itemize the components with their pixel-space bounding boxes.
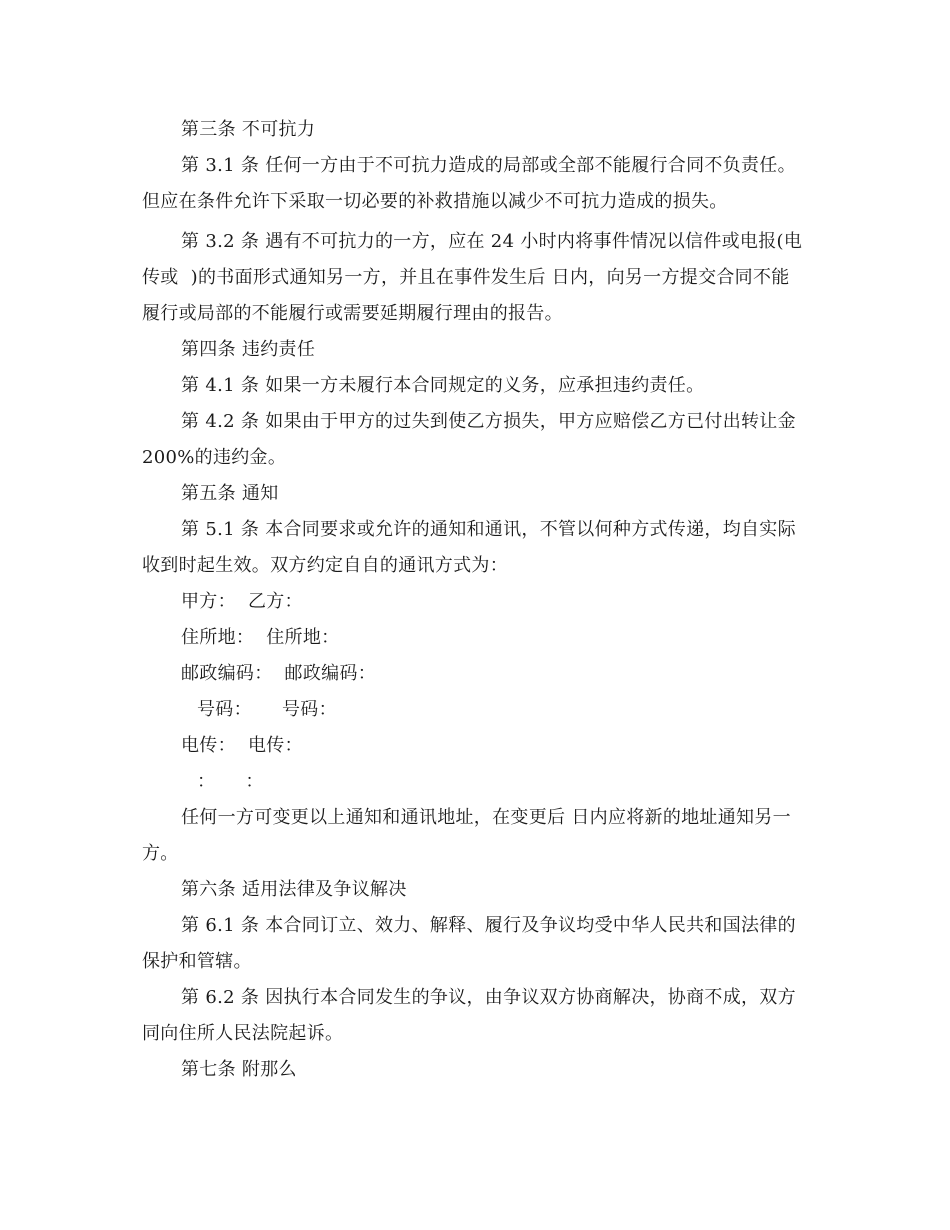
clause-6-1-line-1: 第 6.1 条 本合同订立、效力、解释、履行及争议均受中华人民共和国法律的 (181, 915, 796, 936)
clause-3-2-line-3: 履行或局部的不能履行或需要延期履行理由的报告。 (142, 303, 563, 324)
colon-row: ： ： (197, 771, 264, 792)
address-change-line-2: 方。 (142, 843, 179, 864)
clause-6-1-line-2: 保护和管辖。 (142, 951, 252, 972)
clause-4-1: 第 4.1 条 如果一方未履行本合同规定的义务，应承担违约责任。 (181, 375, 705, 396)
party-row: 甲方： 乙方： (181, 591, 303, 612)
article-4-heading: 第四条 违约责任 (181, 339, 316, 360)
clause-3-1-line-2: 但应在条件允许下采取一切必要的补救措施以减少不可抗力造成的损失。 (142, 191, 728, 212)
clause-6-2-line-2: 同向住所人民法院起诉。 (142, 1023, 344, 1044)
number-row: 号码： 号码： (197, 699, 337, 720)
clause-5-1-line-1: 第 5.1 条 本合同要求或允许的通知和通讯，不管以何种方式传递，均自实际 (181, 519, 796, 540)
article-6-heading: 第六条 适用法律及争议解决 (181, 879, 407, 900)
article-3-heading: 第三条 不可抗力 (181, 119, 316, 140)
article-7-heading: 第七条 附那么 (181, 1059, 297, 1080)
telex-row: 电传： 电传： (181, 735, 303, 756)
clause-3-2-line-1: 第 3.2 条 遇有不可抗力的一方，应在 24 小时内将事件情况以信件或电报(电 (181, 231, 803, 252)
article-5-heading: 第五条 通知 (181, 483, 279, 504)
clause-6-2-line-1: 第 6.2 条 因执行本合同发生的争议，由争议双方协商解决，协商不成，双方 (181, 987, 796, 1008)
clause-4-2-line-1: 第 4.2 条 如果由于甲方的过失到使乙方损失，甲方应赔偿乙方已付出转让金 (181, 411, 796, 432)
address-change-line-1: 任何一方可变更以上通知和通讯地址，在变更后 日内应将新的地址通知另一 (181, 807, 791, 828)
clause-5-1-line-2: 收到时起生效。双方约定自自的通讯方式为： (142, 555, 508, 576)
postal-code-row: 邮政编码： 邮政编码： (181, 663, 377, 684)
clause-3-2-line-2: 传或 )的书面形式通知另一方，并且在事件发生后 日内，向另一方提交合同不能 (142, 267, 790, 288)
clause-4-2-line-2: 200%的违约金。 (142, 447, 287, 468)
address-row: 住所地： 住所地： (181, 627, 340, 648)
clause-3-1-line-1: 第 3.1 条 任何一方由于不可抗力造成的局部或全部不能履行合同不负责任。 (181, 155, 796, 176)
